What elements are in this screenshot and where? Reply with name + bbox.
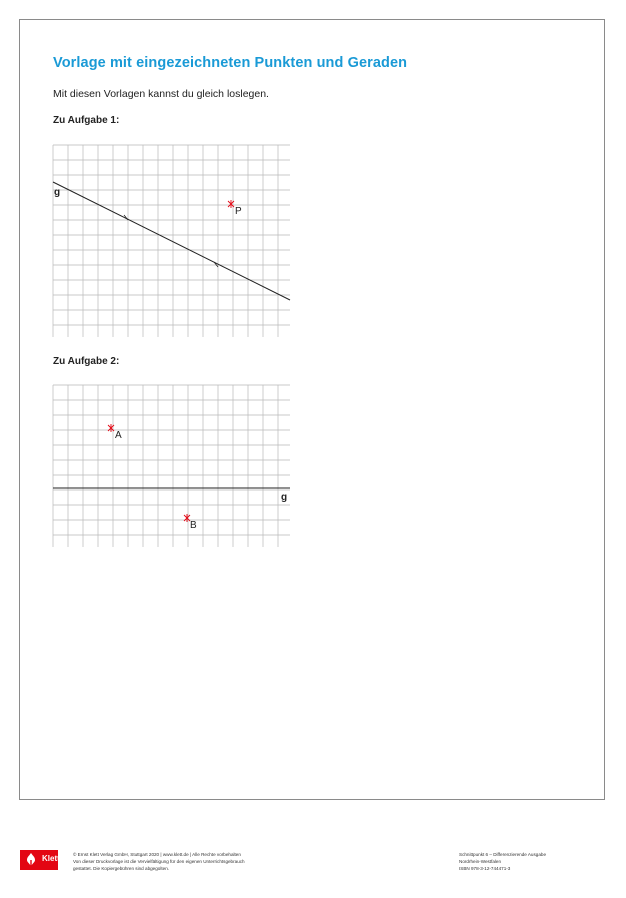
grid-lines [53, 385, 290, 547]
intro-text: Mit diesen Vorlagen kannst du gleich loslegen. [53, 88, 269, 100]
klett-logo-text: Klett [42, 854, 60, 863]
footer-line: Nordrhein-Westfalen [459, 859, 502, 864]
klett-logo [20, 850, 58, 870]
footer-copyright [73, 851, 313, 898]
point-a-label: A [115, 430, 122, 441]
page-title: Vorlage mit eingezeichneten Punkten und Geraden [53, 55, 408, 71]
klett-emblem-icon [23, 852, 39, 868]
line-g-label: g [281, 492, 288, 503]
footer-line: ISBN 978-3-12-744471-3 [459, 866, 511, 871]
task2-grid [53, 385, 293, 550]
task2-label: Zu Aufgabe 2: [53, 356, 120, 367]
footer-line: Schnittpunkt 6 – Differenzierende Ausgabe [459, 852, 547, 857]
line-g-label: g [54, 187, 61, 198]
point-b-label: B [190, 520, 197, 531]
footer-line: © Ernst Klett Verlag GmbH, Stuttgart 2020 | www.klett.de | Alle Rechte vorbehalten [73, 852, 241, 857]
footer-publication-info [459, 851, 599, 898]
footer-line: Von dieser Druckvorlage ist die Vervielfältigung für den eigenen Unterrichtsgebrauch [73, 859, 245, 864]
footer-line: gestattet. Die Kopiergebühren sind abgegolten. [73, 866, 170, 871]
task1-grid [53, 145, 293, 340]
point-p-label: P [235, 206, 242, 217]
line-g [53, 182, 290, 300]
task1-label: Zu Aufgabe 1: [53, 115, 120, 126]
